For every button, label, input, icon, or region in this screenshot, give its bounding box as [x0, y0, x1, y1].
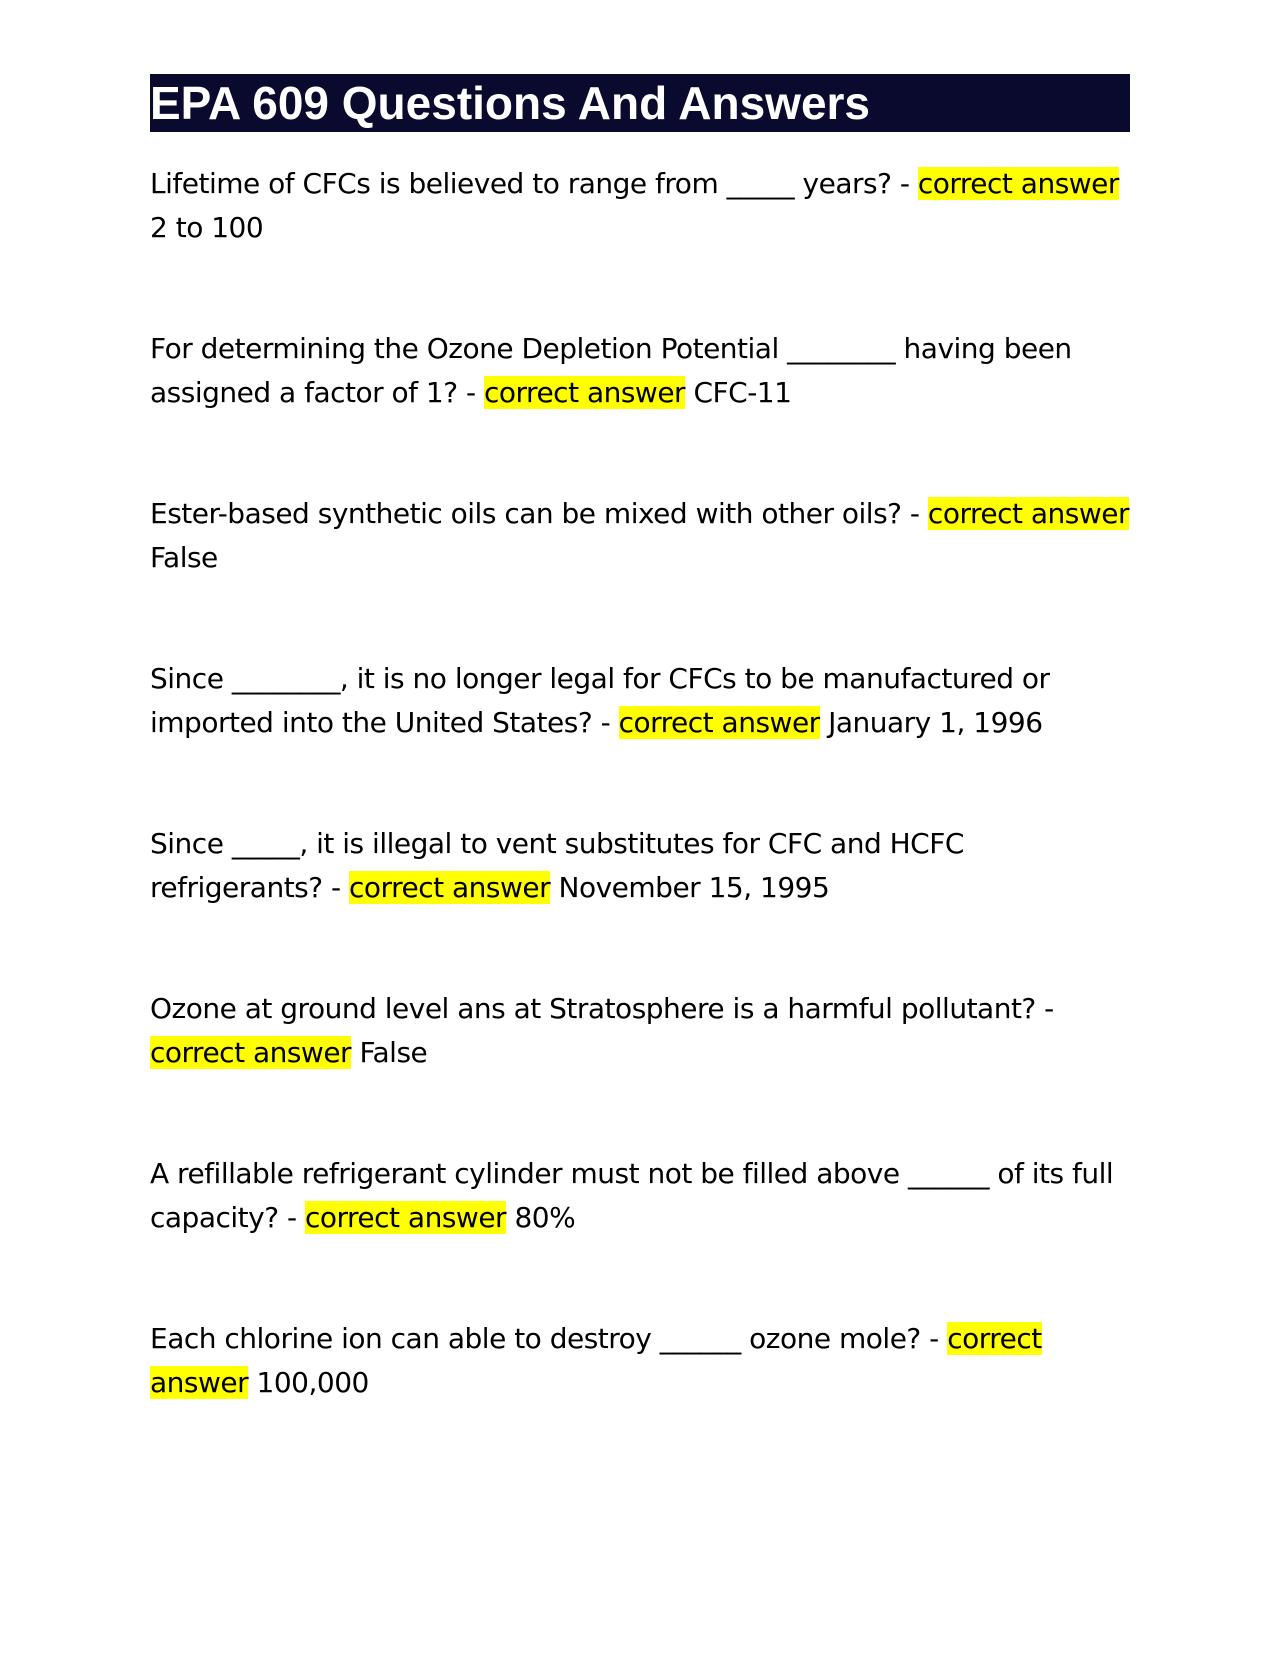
answer-text: 80%: [514, 1201, 576, 1234]
answer-text: 2 to 100: [150, 211, 264, 244]
answer-text: False: [150, 541, 218, 574]
answer-label: correct answer: [304, 1201, 507, 1234]
answer-label: correct answer: [484, 376, 686, 409]
answer-text: CFC-11: [693, 376, 792, 409]
question-text: Ester-based synthetic oils can be mixed with other oils? -: [150, 497, 928, 530]
answer-text: 100,000: [256, 1366, 369, 1399]
answer-text: November 15, 1995: [558, 871, 830, 904]
answer-label: correct answer: [150, 1322, 1042, 1399]
question-text: Ozone at ground level ans at Stratosphere is a harmful pollutant? -: [150, 992, 1054, 1025]
qa-item: [150, 1152, 1130, 1240]
qa-item: [150, 657, 1130, 745]
qa-item: [150, 822, 1130, 910]
answer-label: correct answer: [150, 1036, 352, 1069]
answer-text: January 1, 1996: [828, 706, 1043, 739]
question-text: Since _____, it is illegal to vent substitutes for CFC and HCFC refrigerants? -: [150, 827, 964, 904]
question-text: For determining the Ozone Depletion Potential ________ having been assigned a factor of 1? -: [150, 332, 1072, 409]
qa-list: [150, 162, 1130, 1405]
answer-label: correct answer: [349, 871, 551, 904]
answer-text: False: [359, 1036, 428, 1069]
qa-item: [150, 162, 1130, 250]
answer-label: correct answer: [927, 497, 1129, 530]
question-text: Each chlorine ion can able to destroy ______ ozone mole? -: [150, 1322, 948, 1355]
question-text: A refillable refrigerant cylinder must not be filled above ______ of its full capacity? -: [150, 1157, 1114, 1234]
qa-item: [150, 327, 1130, 415]
answer-label: correct answer: [917, 167, 1119, 200]
qa-item: [150, 1317, 1130, 1405]
qa-item: [150, 987, 1130, 1075]
document-page: [150, 74, 1130, 1482]
answer-label: correct answer: [618, 706, 820, 739]
document-title: EPA 609 Questions And Answers: [150, 74, 1130, 132]
question-text: Since ________, it is no longer legal for CFCs to be manufactured or imported into the United States? -: [150, 662, 1050, 739]
question-text: Lifetime of CFCs is believed to range from _____ years? -: [150, 167, 918, 200]
qa-item: [150, 492, 1130, 580]
